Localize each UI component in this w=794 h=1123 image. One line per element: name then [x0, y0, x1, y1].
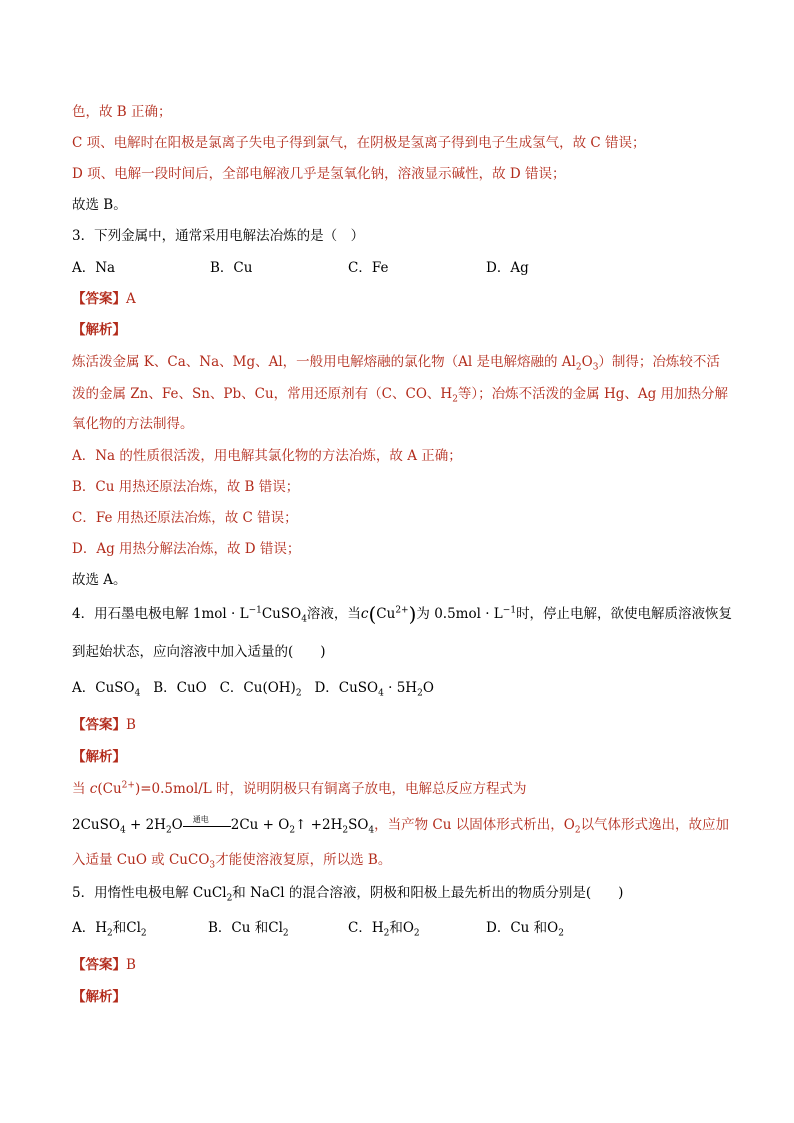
q4-analysis-line: 入适量 CuO 或 CuCO$_3$才能使溶液复原，所以选 B。: [72, 852, 392, 871]
q3-analysis-line: D．Ag 用热分解法冶炼，故 D 错误；: [72, 541, 301, 557]
analysis-text: 炼活泼金属 K、Ca、Na、Mg、Al，一般用电解熔融的氯化物（Al 是电解熔融的 Al: [72, 354, 576, 370]
subscript: 3: [592, 362, 599, 373]
question-3-stem: 3．下列金属中，通常采用电解法冶炼的是（ ）: [72, 228, 365, 244]
q3-analysis-line: [72, 385, 728, 403]
subscript: 2: [452, 394, 458, 405]
q3-option-c: C．Fe: [348, 260, 389, 276]
stem-text: 4．用石墨电极电解 1mol · L: [72, 606, 249, 622]
q5-option-a: A．$H_2$和$Cl_2$: [72, 920, 147, 939]
q5-answer: [72, 956, 136, 974]
q5-analysis-tag: 【解析】: [72, 989, 126, 1005]
q4-analysis-tag: 【解析】: [72, 749, 126, 765]
q3-analysis-line: A．Na 的性质很活泼，用电解其氯化物的方法冶炼，故 A 正确；: [72, 448, 462, 464]
text-line: 色，故 B 正确；: [72, 104, 172, 120]
answer-value: A: [126, 291, 136, 307]
q4-option-a: A．CuSO$_4$: [72, 680, 141, 699]
reaction-arrow: [183, 814, 231, 833]
q3-analysis-line: 故选 A。: [72, 572, 127, 588]
stem-text: 时，停止电解，欲使电解质溶液恢复: [516, 606, 733, 622]
q3-answer: [72, 290, 136, 308]
answer-tag: 【答案】: [72, 717, 126, 733]
paren-close: ): [408, 602, 417, 626]
text-line: D 项、电解一段时间后，全部电解液几乎是氢氧化钠，溶液显示碱性，故 D 错误；: [72, 166, 566, 182]
paren-open: (: [368, 602, 377, 626]
reaction-condition: 通电: [192, 814, 209, 824]
answer-tag: 【答案】: [72, 957, 126, 973]
subscript: 2: [575, 362, 582, 373]
ion-text: Cu: [376, 606, 396, 622]
superscript: −1: [248, 605, 262, 616]
superscript: −1: [502, 605, 517, 616]
answer-value: B: [126, 957, 136, 973]
superscript: 2+: [395, 605, 409, 616]
q3-option-a: A．Na: [72, 260, 116, 276]
equation: 2CuSO$_4$ + $2H_2O$ 通电 $2Cu + O_2↑ +2H_2SO_4$: [72, 817, 374, 833]
text-line: C 项、电解时在阳极是氯离子失电子得到氯气，在阴极是氢离子得到电子生成氢气，故 C 错误；: [72, 135, 646, 151]
answer-value: B: [126, 717, 136, 733]
stem-text: CuSO: [261, 606, 302, 622]
analysis-text: 泼的金属 Zn、Fe、Sn、Pb、Cu，常用还原剂有（C、CO、H: [72, 386, 453, 402]
q4-option-c: C．$Cu(OH)_2$: [219, 680, 302, 699]
q3-analysis-line: C．Fe 用热还原法冶炼，故 C 错误；: [72, 510, 298, 526]
q4-options: [72, 679, 434, 697]
q4-option-b: B．CuO: [153, 680, 207, 696]
analysis-text: O: [581, 354, 593, 370]
q5-option-d: D．Cu 和$O_2$: [486, 920, 564, 939]
q5-option-c: C．$H_2$和$O_2$: [348, 920, 420, 939]
stem-text: 为 0.5mol · L: [416, 606, 503, 622]
q3-analysis-line: B．Cu 用热还原法冶炼，故 B 错误；: [72, 479, 300, 495]
text-line: 故选 B。: [72, 197, 127, 213]
analysis-text: ）制得；冶炼较不活: [598, 354, 720, 370]
q3-analysis-line: 氧化物的方法制得。: [72, 416, 194, 432]
q4-analysis-line: 当 $c(Cu^{2+})=0.5mol/L$ 时，说明阴极只有铜离子放电，电解总反应方程式为: [72, 780, 527, 797]
q3-analysis-line: [72, 353, 720, 371]
question-4-stem-line2: 到起始状态，应向溶液中加入适量的( ): [72, 644, 326, 660]
q4-option-d: D．CuSO$_4$ · $5H_2O$: [314, 680, 434, 699]
q4-equation-line: 2CuSO$_4$ + $2H_2O$ 通电 $2Cu + O_2↑ +2H_2SO_4$，当产物 Cu 以固体形式析出，$O_2$以气体形式逸出，故应加: [72, 816, 729, 834]
question-4-stem: [72, 602, 733, 626]
math-var: c: [360, 606, 369, 622]
question-5-stem: 5．用惰性电极电解 CuCl$_2$和 NaCl 的混合溶液，阴极和阳极上最先析出的物质分别是( ): [72, 885, 624, 904]
q5-option-b: B．Cu 和$Cl_2$: [208, 920, 289, 939]
q3-option-b: B．Cu: [210, 260, 253, 276]
answer-tag: 【答案】: [72, 291, 126, 307]
analysis-text: 等）；冶炼不活泼的金属 Hg、Ag 用加热分解: [457, 386, 729, 402]
stem-text: 溶液，当: [306, 606, 361, 622]
q4-answer: [72, 716, 136, 734]
subscript: 4: [301, 614, 307, 625]
q3-analysis-tag: 【解析】: [72, 322, 126, 338]
q3-option-d: D．Ag: [486, 260, 529, 276]
